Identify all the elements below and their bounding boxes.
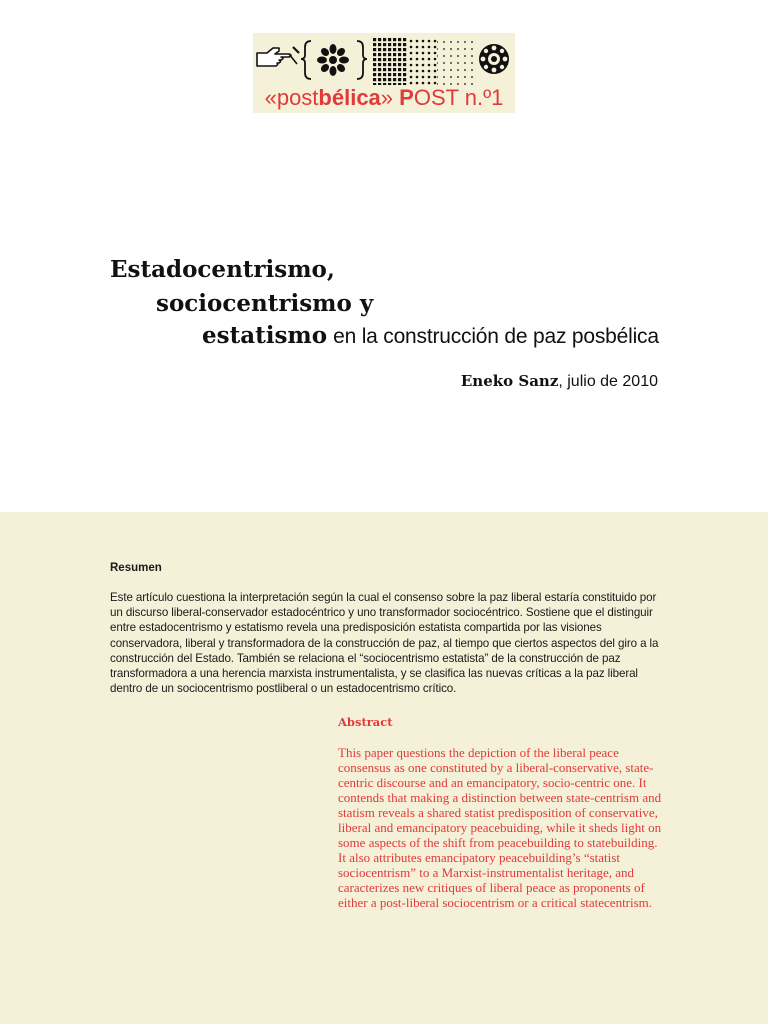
publication-name: «postbélica» POST n.º1 [264, 85, 504, 110]
logo-icons [253, 33, 515, 85]
title-line-3-rest: en la construcción de paz posbélica [333, 325, 659, 348]
abstract-text: This paper questions the depiction of the liberal peace consensus as one constituted by a liberal-conservative, state-centric discourse and an emancipatory, socio-centric one. It contends that making a distinction between state-centrism and statism reveals a shared statist predisposition of conservative, liberal and emancipatory peacebuiding, while it sheds light on some aspects of the shift from peacebuilding to statebuilding. It also attributes emancipatory peacebuilding’s “statist sociocentrism” to a Marxist-instrumentalist heritage, and caracterizes new critiques of liberal peace as proponents of either a post-liberal sociocentrism or a critical statecentrism. [338, 745, 662, 910]
publication-date: , julio de 2010 [558, 373, 658, 390]
resumen-text: Este artículo cuestiona la interpretación según la cual el consenso sobre la paz liberal estaría constituido por un discurso liberal-conservador estadocéntrico y uno transformador sociocéntrico. Sostiene que el distinguir entre estadocentrismo y estatismo revela una predisposición estatista compartida por las visiones conservadora, liberal y transformadora de la construcción de paz, al tiempo que ciertos aspectos del giro a la construcción del Estado. También se relaciona el “sociocentrismo estatista” de la construcción de paz transformadora a una herencia marxista instrumentalista, y se clasifica las nuevas críticas a la paz liberal dentro de un sociocentrismo postliberal o un estadocentrismo crítico. [110, 591, 659, 696]
pointing-hand-icon [257, 47, 299, 66]
gear-flower-icon [479, 44, 509, 74]
author-name: Eneko Sanz [460, 372, 559, 390]
brace-left-icon [301, 41, 311, 79]
flower-icon [317, 44, 349, 76]
title-line-3 [202, 322, 659, 349]
brace-right-icon [357, 41, 367, 79]
title-line-1: Estadocentrismo, [110, 256, 335, 283]
publication-logo [253, 33, 515, 113]
title-line-2: sociocentrismo y [156, 290, 374, 317]
halftone-pattern-icon [373, 37, 473, 85]
abstract-heading: Abstract [338, 715, 393, 729]
title-line-3-bold: estatismo [202, 322, 328, 349]
author-line [461, 372, 658, 391]
resumen-heading: Resumen [110, 562, 162, 574]
